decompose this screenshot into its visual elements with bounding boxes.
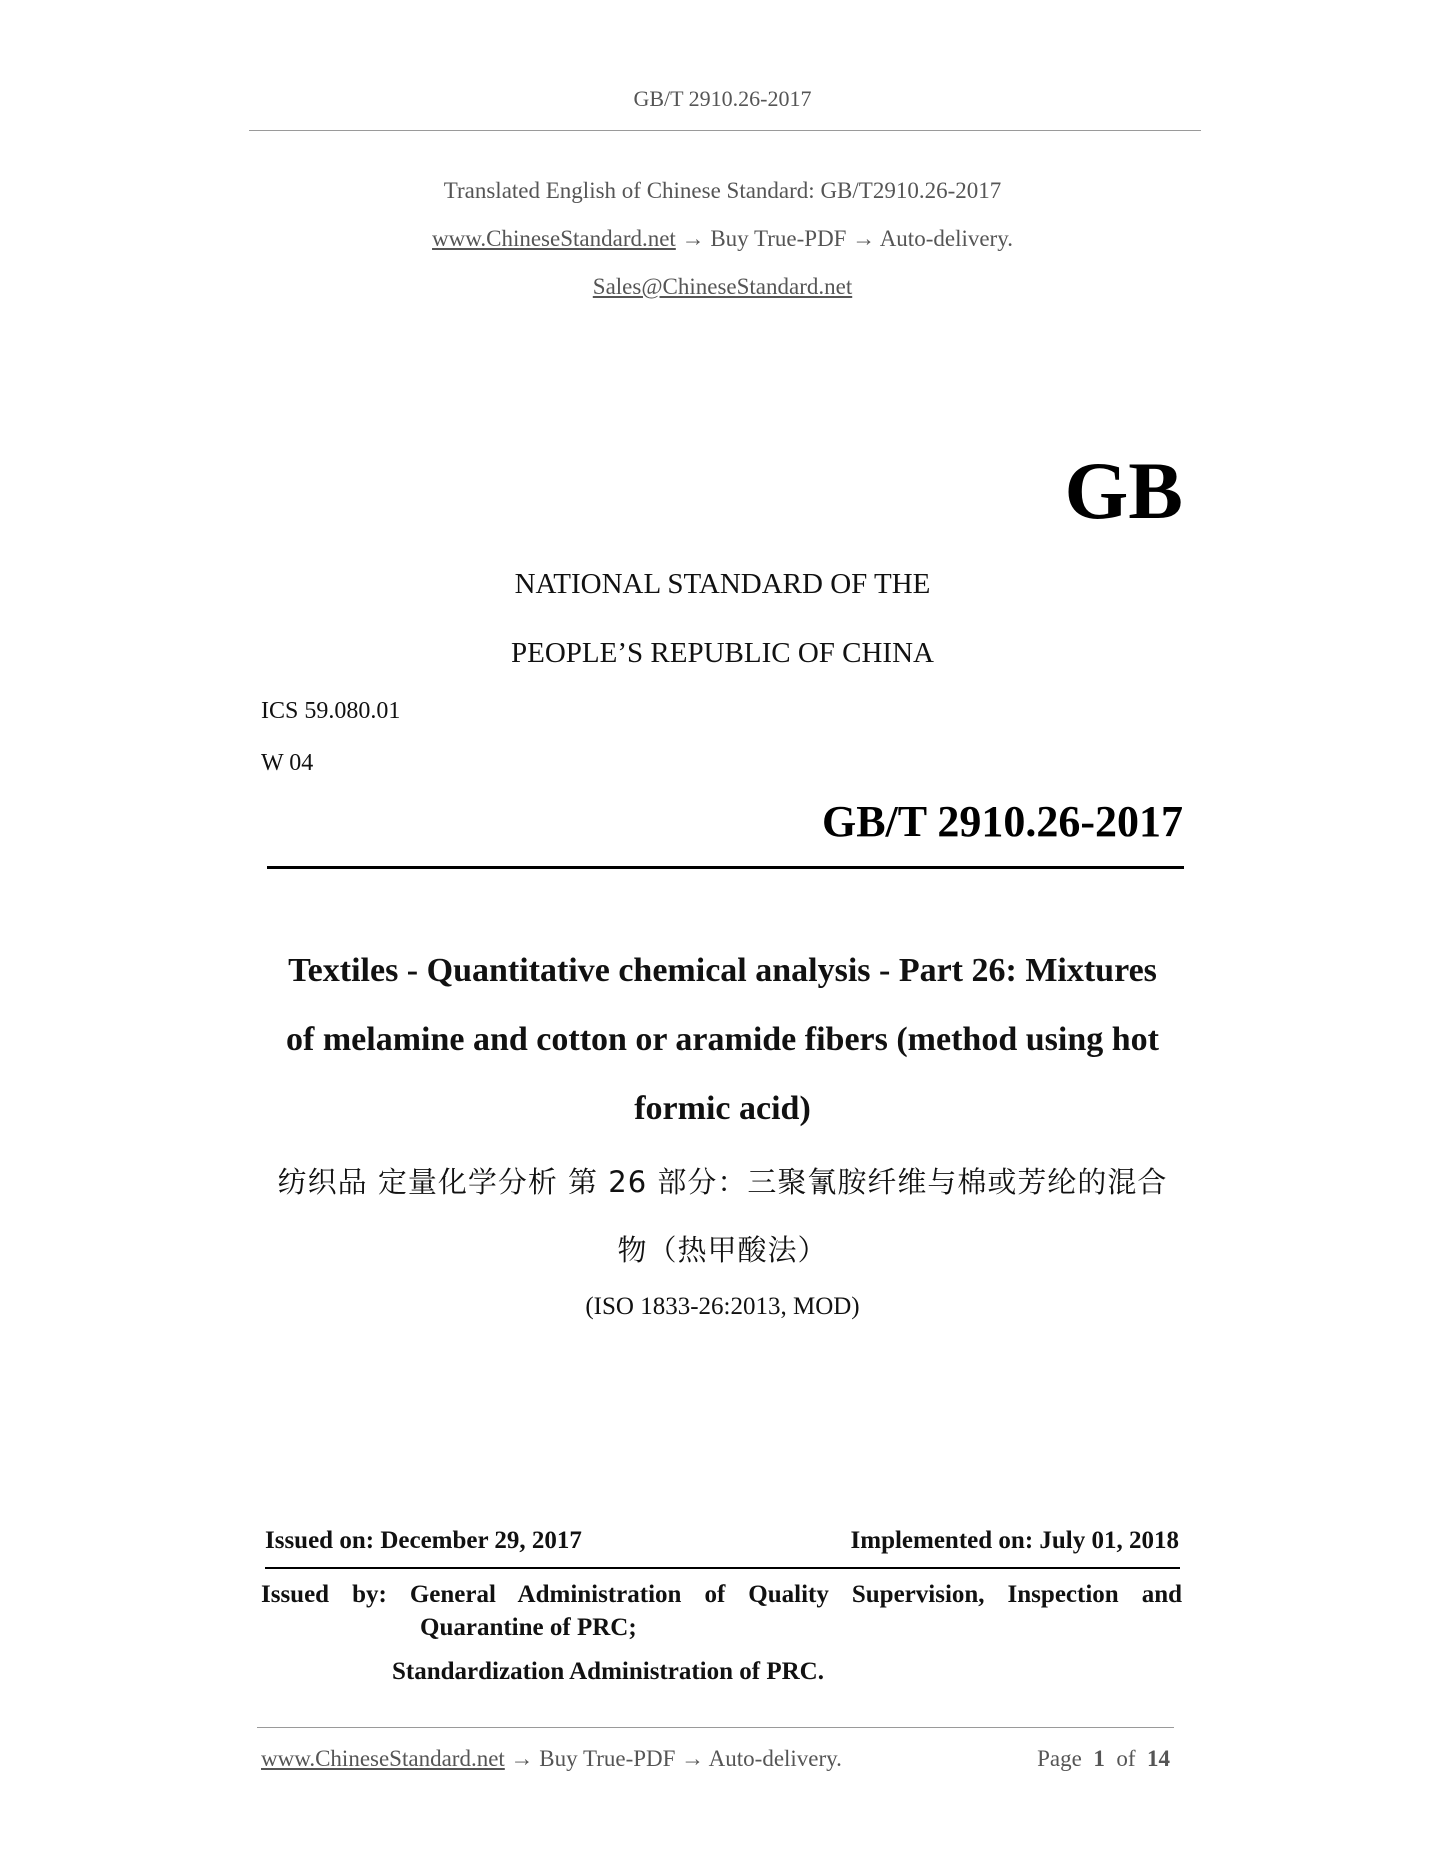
w-code: W 04: [261, 750, 314, 776]
email-line: [0, 274, 1445, 300]
issuer-word: Quality: [748, 1581, 829, 1608]
standard-number: GB/T 2910.26-2017: [821, 797, 1183, 846]
english-title-line1: Textiles - Quantitative chemical analysis - Part 26: Mixtures: [288, 952, 1157, 989]
page-of-label: of: [1116, 1746, 1136, 1771]
buy-text: → Buy True-PDF → Auto-delivery.: [675, 226, 1013, 251]
national-standard-heading-line2: PEOPLE’S REPUBLIC OF CHINA: [511, 637, 934, 669]
issuer-word: of: [704, 1581, 726, 1608]
translation-notice: Translated English of Chinese Standard: GB/T2910.26-2017: [443, 178, 1002, 203]
gb-mark: GB: [1064, 445, 1183, 536]
site-link[interactable]: www.ChineseStandard.net: [432, 226, 676, 251]
standard-number-rule: [267, 866, 1184, 869]
header-divider: [249, 130, 1201, 131]
dates-rule: [265, 1567, 1180, 1569]
issuer-word: Supervision,: [851, 1581, 985, 1608]
footer-purchase-notice: [261, 1746, 842, 1772]
chinese-title-line1: 纺织品 定量化学分析 第 26 部分：三聚氰胺纤维与棉或芳纶的混合: [277, 1165, 1168, 1199]
issued-by-line: [261, 1581, 1182, 1609]
ics-code: ICS 59.080.01: [261, 698, 401, 724]
issuer-2: Standardization Administration of PRC.: [392, 1658, 824, 1685]
english-title-line3: formic acid): [634, 1090, 811, 1127]
running-header-code: GB/T 2910.26-2017: [633, 86, 812, 111]
page-total: 14: [1147, 1746, 1170, 1771]
issued-by-label: Issued by:: [261, 1581, 387, 1608]
issuer-1-continuation: Quarantine of PRC;: [420, 1614, 637, 1641]
issued-on-date: Issued on: December 29, 2017: [265, 1527, 582, 1554]
purchase-notice: [0, 226, 1445, 252]
issuer-word: General: [409, 1581, 496, 1608]
issuer-word: and: [1141, 1581, 1182, 1608]
chinese-title-line2: 物（热甲酸法）: [617, 1233, 828, 1267]
implemented-on-date: Implemented on: July 01, 2018: [850, 1527, 1179, 1554]
page-current: 1: [1093, 1746, 1105, 1771]
issuer-word: Inspection: [1007, 1581, 1119, 1608]
national-standard-heading-line1: NATIONAL STANDARD OF THE: [514, 568, 931, 600]
footer-divider: [257, 1727, 1174, 1728]
page-indicator: [1037, 1746, 1170, 1772]
issuer-word: Administration: [517, 1581, 682, 1608]
english-title-line2: of melamine and cotton or aramide fibers (method using hot: [286, 1021, 1159, 1058]
footer-buy-text: → Buy True-PDF → Auto-delivery.: [504, 1746, 842, 1771]
footer-site-link[interactable]: www.ChineseStandard.net: [261, 1746, 505, 1771]
iso-reference: (ISO 1833-26:2013, MOD): [585, 1293, 860, 1320]
sales-email-link[interactable]: Sales@ChineseStandard.net: [592, 274, 853, 299]
page-label: Page: [1037, 1746, 1082, 1771]
